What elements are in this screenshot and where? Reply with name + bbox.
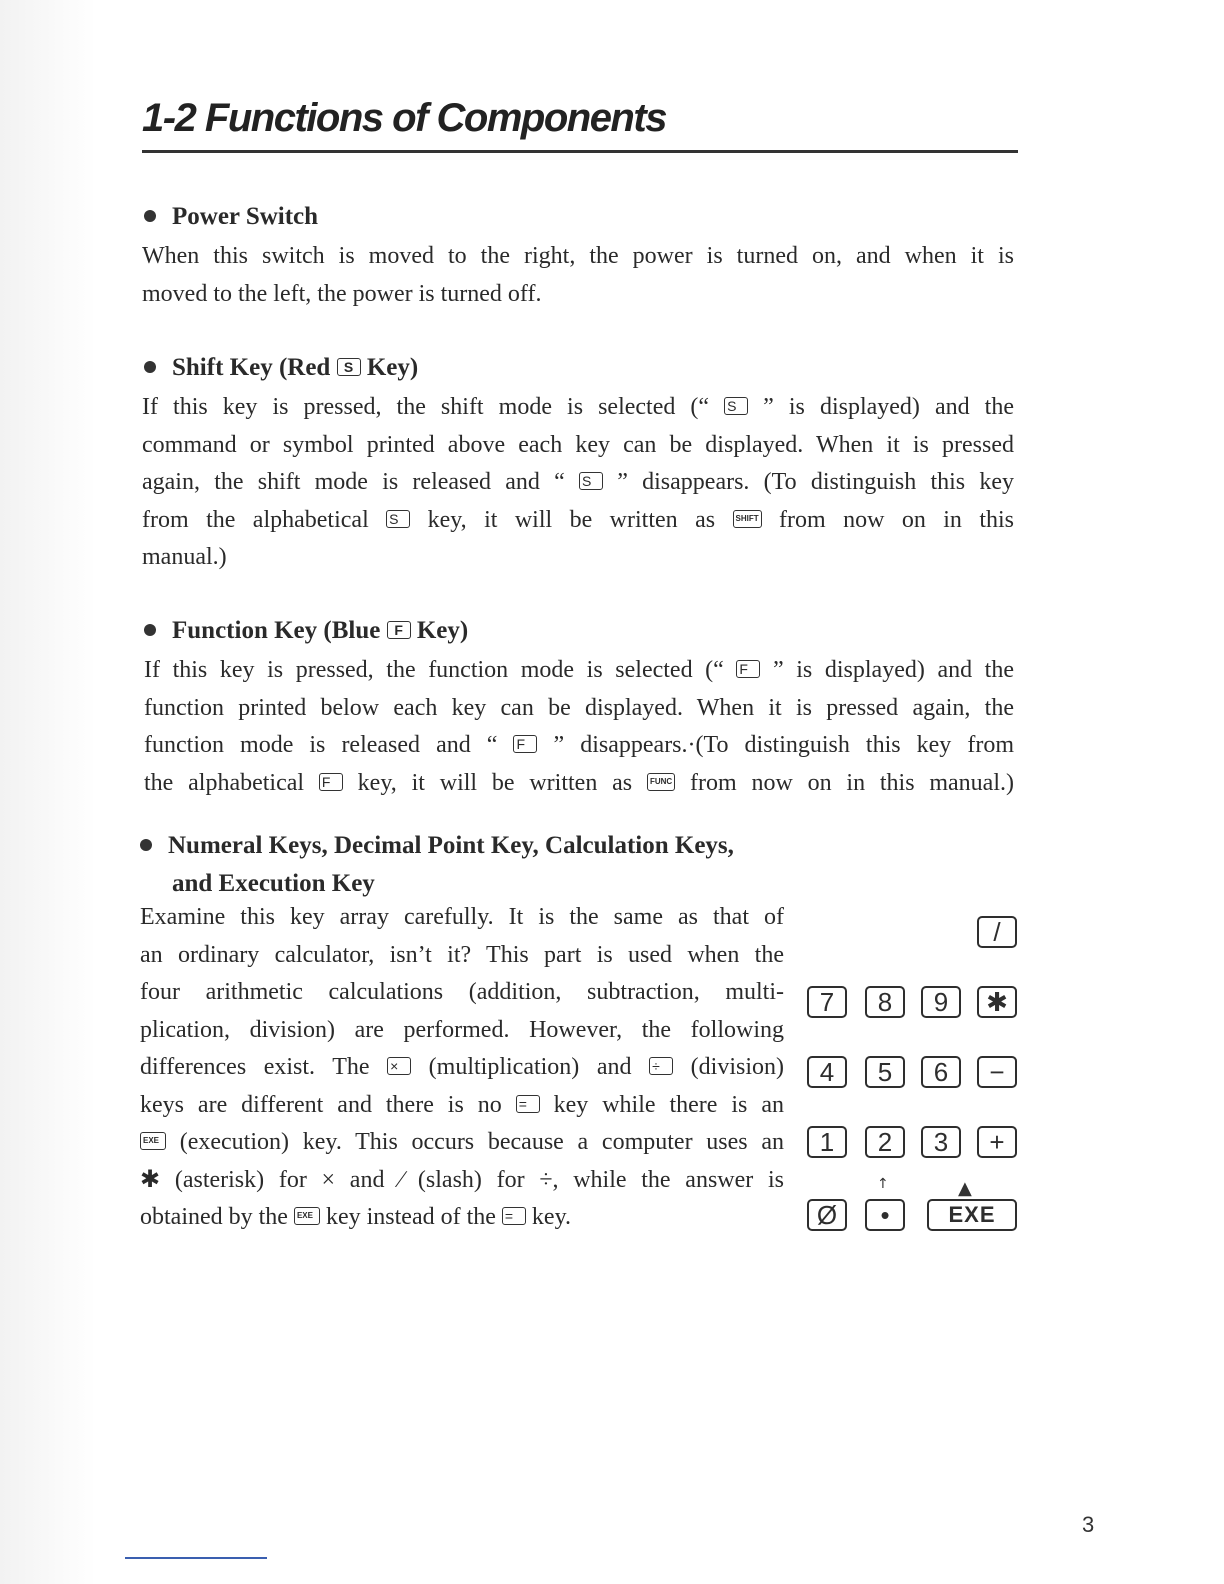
text-line: the alphabetical F key, it will be written as FUNC from now on in this manual.) [144, 769, 1014, 796]
text-line: manual.) [142, 544, 227, 570]
s-key-icon: S [337, 358, 361, 376]
key-5: 5 [865, 1056, 905, 1088]
bullet-icon [144, 624, 156, 636]
text-line: function printed below each key can be displayed. When it is pressed again, the [144, 694, 1014, 721]
equals-key-icon: = [516, 1095, 540, 1113]
text-line: moved to the left, the power is turned off. [142, 280, 542, 307]
plus-key: + [977, 1126, 1017, 1158]
paragraph-function-key [144, 652, 1014, 802]
heading-shift-key: Shift Key (Red S Key) [144, 354, 418, 382]
f-key-icon: F [319, 773, 343, 791]
text-line: If this key is pressed, the shift mode is selected (“ S ” is displayed) and the [142, 394, 1014, 420]
heading-numeral-keys: Numeral Keys, Decimal Point Key, Calculation Keys, and Execution Key [140, 827, 734, 902]
exe-key: EXE [927, 1199, 1017, 1231]
text-line: If this key is pressed, the function mode is selected (“ F ” is displayed) and the [144, 657, 1015, 683]
decimal-point-key: • [865, 1199, 905, 1231]
minus-key: − [977, 1056, 1017, 1088]
page-edge-shadow [0, 0, 96, 1584]
text-line: function mode is released and “ F ” disappears.·(To distinguish this key from [144, 732, 1014, 758]
exe-key-icon: EXE [140, 1132, 166, 1150]
text-line: When this switch is moved to the right, the power is turned on, and when it is [142, 243, 1014, 269]
divide-key-icon: ÷ [649, 1057, 673, 1075]
s-key-icon: S [579, 472, 603, 490]
bullet-icon [144, 361, 156, 373]
key-0: Ø [807, 1199, 847, 1231]
key-7: 7 [807, 986, 847, 1018]
key-6: 6 [921, 1056, 961, 1088]
s-key-icon: S [724, 397, 748, 415]
text-line: four arithmetic calculations (addition, subtraction, multi- [140, 979, 784, 1005]
text-line: command or symbol printed above each key can be displayed. When it is pressed [142, 431, 1014, 458]
text-line: EXE (execution) key. This occurs because a computer uses an [140, 1124, 784, 1162]
shift-key-icon: SHIFT [733, 510, 762, 528]
page-number: 3 [1082, 1512, 1095, 1537]
text-line: from the alphabetical S key, it will be written as SHIFT from now on in this [142, 506, 1015, 533]
key-2: 2 [865, 1126, 905, 1158]
paragraph-numeral-keys [140, 899, 784, 1237]
title-underline [142, 150, 1018, 153]
exe-key-marker-icon: ▲ [958, 1178, 972, 1199]
key-1: 1 [807, 1126, 847, 1158]
f-key-icon: F [513, 735, 537, 753]
heading-power-switch: Power Switch [144, 203, 318, 231]
asterisk-key: ✱ [977, 986, 1017, 1018]
f-key-icon: F [387, 621, 411, 639]
f-key-icon: F [736, 660, 760, 678]
s-key-icon: S [386, 510, 410, 528]
key-4: 4 [807, 1056, 847, 1088]
text-line: again, the shift mode is released and “ S ” disappears. (To distinguish this key [142, 469, 1015, 495]
text-line: ✱ (asterisk) for × and ∕ (slash) for ÷, while the answer is [140, 1166, 784, 1193]
equals-key-icon: = [502, 1207, 526, 1225]
paragraph-shift-key [142, 389, 1014, 577]
bullet-icon [140, 839, 152, 851]
text-line: keys are different and there is no = key while there is an [140, 1091, 784, 1118]
footer-rule [125, 1557, 267, 1559]
page-title: 1-2 Functions of Components [142, 96, 666, 140]
text-line: Examine this key array carefully. It is the same as that of [140, 904, 784, 930]
dot-key-marker-icon: ↑ [877, 1176, 889, 1192]
paragraph-power-switch [142, 238, 1014, 313]
bullet-icon [144, 210, 156, 222]
key-3: 3 [921, 1126, 961, 1158]
func-key-icon: FUNC [647, 773, 675, 791]
heading-function-key: Function Key (Blue F Key) [144, 617, 468, 645]
slash-key: / [977, 916, 1017, 948]
multiply-key-icon: × [387, 1057, 411, 1075]
text-line: differences exist. The × (multiplication) and ÷ (division) [140, 1054, 784, 1080]
exe-key-icon: EXE [294, 1207, 320, 1225]
text-line: an ordinary calculator, isn’t it? This part is used when the [140, 941, 784, 968]
key-8: 8 [865, 986, 905, 1018]
text-line: plication, division) are performed. However, the following [140, 1016, 784, 1043]
key-9: 9 [921, 986, 961, 1018]
text-line: obtained by the EXE key instead of the = key. [140, 1204, 572, 1230]
